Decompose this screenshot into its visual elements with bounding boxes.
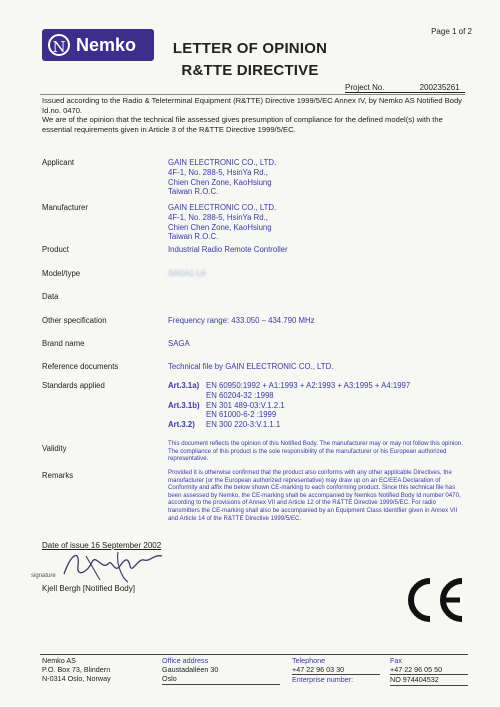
handwritten-signature xyxy=(58,544,168,586)
applicant-line: Taiwan R.O.C. xyxy=(168,187,219,197)
standard-row xyxy=(168,420,410,430)
project-number xyxy=(345,83,460,92)
applicant-value xyxy=(168,158,276,197)
manufacturer-line: 4F-1, No. 288-5, HsinYa Rd., xyxy=(168,212,268,222)
footer-divider xyxy=(40,654,468,655)
other-specification-label: Other specification xyxy=(42,316,107,325)
standard-value: EN 61000-6-2 :1999 xyxy=(206,410,277,420)
applicant-line: Chien Chen Zone, KaoHsiung xyxy=(168,177,272,187)
ce-mark-icon xyxy=(402,577,466,623)
footer-enterprise-value: NO 974404532 xyxy=(390,675,468,685)
footer-telephone-heading: Telephone xyxy=(292,656,326,665)
footer-company-line: N-0314 Oslo, Norway xyxy=(42,674,111,684)
project-number-label: Project No. xyxy=(345,83,385,92)
standard-value: EN 300 220-3:V.1.1.1 xyxy=(206,420,281,430)
standards-applied-label: Standards applied xyxy=(42,381,105,390)
project-number-underline xyxy=(345,92,465,93)
applicant-line: GAIN ELECTRONIC CO., LTD. xyxy=(168,158,277,167)
manufacturer-value xyxy=(168,203,276,242)
standard-article xyxy=(168,410,206,420)
model-type-label: Model/type xyxy=(42,269,81,278)
footer-telephone-value: +47 22 96 03 30 xyxy=(292,665,380,675)
standard-article: Art.3.1b) xyxy=(168,400,200,410)
intro-paragraph-2: We are of the opinion that the technical file assessed gives presumption of compliance for the defined model(s) with the essential requirements given in Article 3 of the R&TTE Directive 1999/5/EC. xyxy=(42,115,443,134)
validity-label: Validity xyxy=(42,444,67,453)
standard-value: EN 60204-32 :1998 xyxy=(206,390,274,400)
project-number-value: 200235261 xyxy=(419,83,460,92)
brand-name-value: SAGA xyxy=(168,339,190,348)
date-of-issue: Date of issue 16 September 2002 xyxy=(42,541,162,550)
model-type-value: SAGA1-L8 xyxy=(168,269,206,278)
applicant-label: Applicant xyxy=(42,158,75,167)
remarks-text: Provided it is otherwise confirmed that the product also conforms with any other applicable Directives, the manufacturer (or the European authorized representative) may draw up on an EC/EEA Declaration of Conformity and affix the below shown CE-marking to each conforming product. Since this technical file has been assessed by Nemko, the CE-marking shall be accompanied by Nemkos Notified Body Id number 0470, according to the provisions of Annex VII and Article 12 of the R&TTE Directive 1999/5/EC. For radio transmitters the CE-marking shall also be accompanied by an Equipment Class Identifier given in Annex VII and Article 14 of the R&TTE Directive 1999/5/EC. xyxy=(168,469,461,522)
standard-article xyxy=(168,391,206,401)
manufacturer-line: GAIN ELECTRONIC CO., LTD. xyxy=(168,203,277,212)
footer-enterprise-heading: Enterprise number: xyxy=(292,675,354,685)
standard-article: Art.3.1a) xyxy=(168,381,200,390)
manufacturer-line: Taiwan R.O.C. xyxy=(168,232,219,242)
applicant-line: 4F-1, No. 288-5, HsinYa Rd., xyxy=(168,167,268,177)
reference-documents-value: Technical file by GAIN ELECTRONIC CO., LTD. xyxy=(168,362,334,371)
brand-name-label: Brand name xyxy=(42,339,85,348)
footer-fax-value: +47 22 96 05 50 xyxy=(390,665,468,675)
footer-fax xyxy=(390,656,468,686)
page-number: Page 1 of 2 xyxy=(431,27,472,36)
standard-row xyxy=(168,410,410,420)
footer-telephone xyxy=(292,656,380,685)
standard-row xyxy=(168,391,410,401)
header-divider xyxy=(40,94,465,95)
product-value: Industrial Radio Remote Controller xyxy=(168,245,288,254)
signature-caption: signature xyxy=(31,573,56,579)
nemko-logo-mark: N xyxy=(48,34,70,56)
remarks-label: Remarks xyxy=(42,471,74,480)
document-subtitle: R&TTE DIRECTIVE xyxy=(181,62,319,79)
footer-company xyxy=(42,656,111,684)
footer-office-line: Gaustadalléen 30 xyxy=(162,665,219,675)
standard-value: EN 301 489-03:V.1.2.1 xyxy=(206,400,285,410)
manufacturer-label: Manufacturer xyxy=(42,203,88,212)
other-specification-value: Frequency range: 433.050 – 434.790 MHz xyxy=(168,316,315,325)
footer-company-line: Nemko AS xyxy=(42,656,76,665)
standard-row xyxy=(168,381,410,391)
reference-documents-label: Reference documents xyxy=(42,362,119,371)
validity-text: This document reflects the opinion of this Notified Body. The manufacturer may or may not follow this opinion. The compliance of this product is the sole responsibility of the manufacturer or his European authorized representative. xyxy=(168,440,463,463)
footer-fax-heading: Fax xyxy=(390,656,402,665)
standard-article: Art.3.2) xyxy=(168,420,195,430)
footer-office-line: Oslo xyxy=(162,674,280,684)
standard-row xyxy=(168,401,410,411)
manufacturer-line: Chien Chen Zone, KaoHsiung xyxy=(168,222,272,232)
standards-list xyxy=(168,381,410,430)
product-label: Product xyxy=(42,245,69,254)
standard-value: EN 60950:1992 + A1:1993 + A2:1993 + A3:1995 + A4:1997 xyxy=(206,381,411,390)
footer-office-heading: Office address xyxy=(162,656,209,665)
nemko-logo-text: Nemko xyxy=(76,34,137,55)
footer-company-line: P.O. Box 73, Blindern xyxy=(42,665,111,675)
signatory-name: Kjell Bergh [Notified Body] xyxy=(42,584,135,593)
document-title: LETTER OF OPINION xyxy=(172,40,328,57)
intro-paragraph-1: Issued according to the Radio & Teleterminal Equipment (R&TTE) Directive 1999/5/EC Annex IV, by Nemko AS Notified Body Id.no. 0470. xyxy=(42,96,462,115)
data-label: Data xyxy=(42,292,59,301)
footer-office xyxy=(162,656,280,685)
